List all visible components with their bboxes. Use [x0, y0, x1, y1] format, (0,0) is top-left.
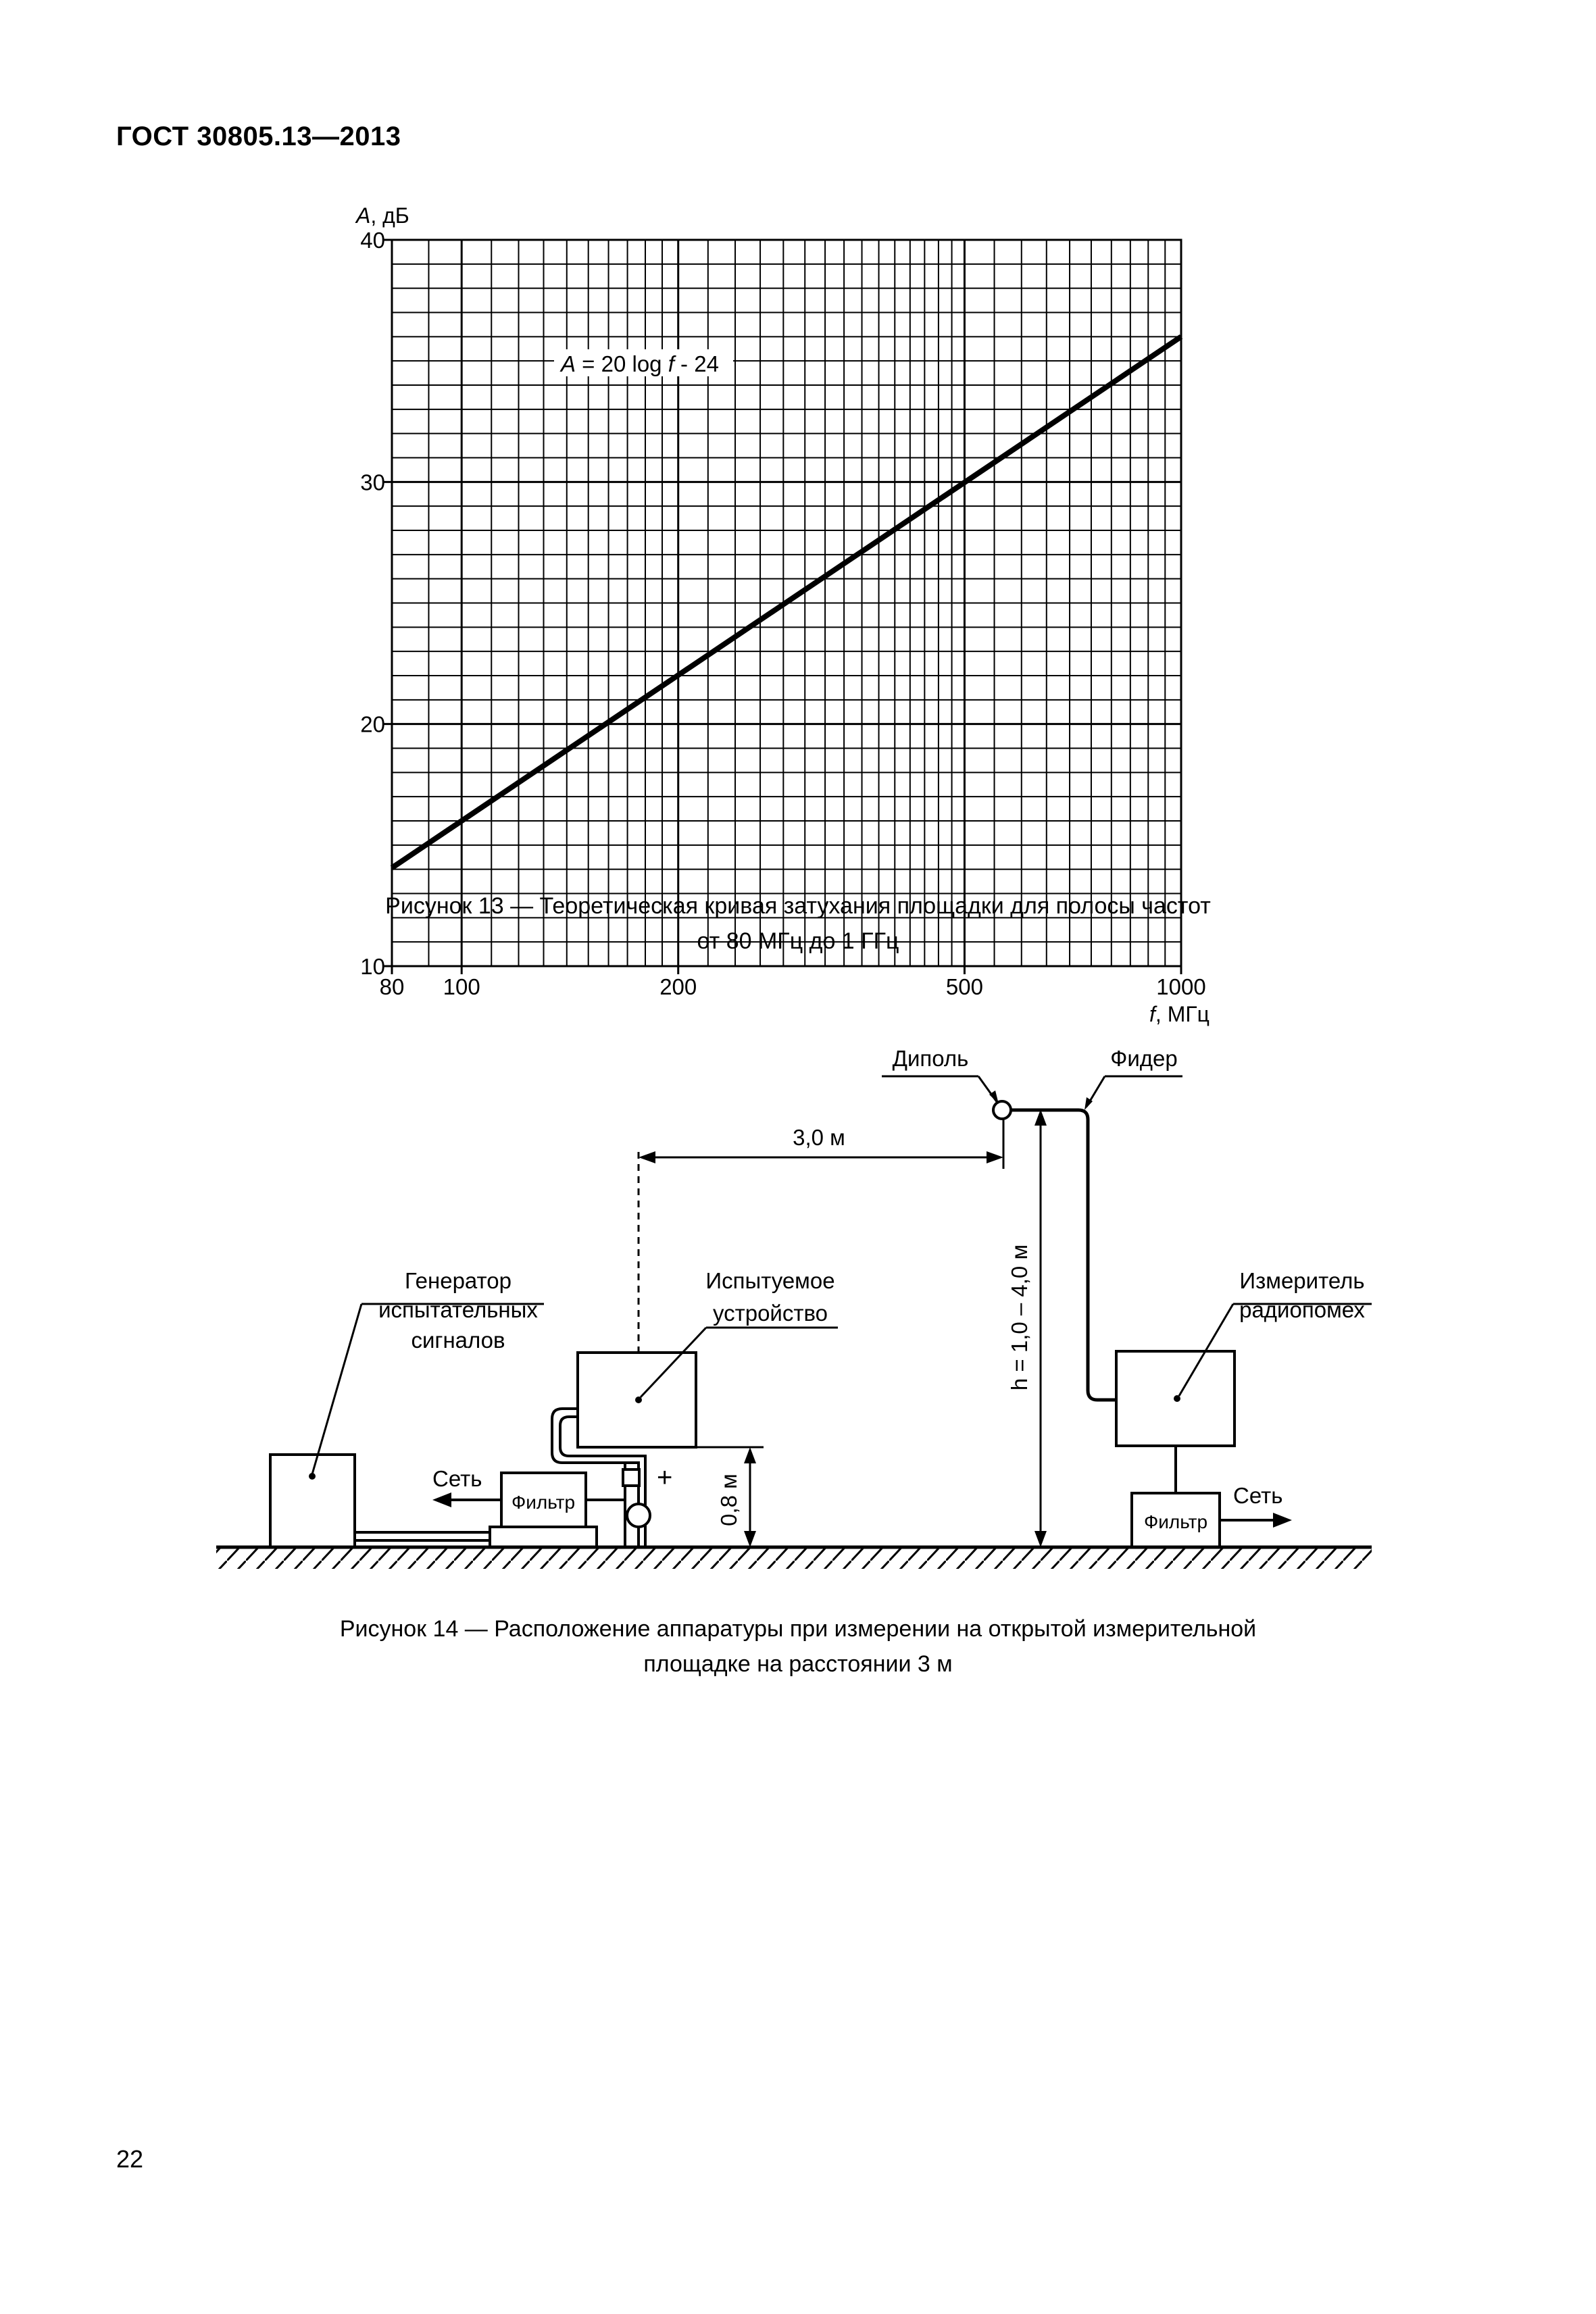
mains-right-arrowhead [1273, 1513, 1292, 1528]
distance-arrow-right [987, 1151, 1003, 1163]
plus-sign: + [657, 1463, 673, 1492]
x-tick-label: 100 [443, 974, 480, 999]
svg-text:Испытуемое: Испытуемое [705, 1268, 835, 1293]
table-height-arrow-bottom [744, 1531, 756, 1547]
x-tick-label: 80 [379, 974, 405, 999]
signal-generator-box [270, 1455, 355, 1547]
y-tick-label: 20 [360, 711, 385, 737]
distance-label: 3,0 м [793, 1125, 845, 1150]
table-height-label: 0,8 м [716, 1474, 741, 1526]
receiver-center-dot [1174, 1395, 1180, 1402]
test-setup-diagram [0, 1013, 1596, 1689]
mains-left-label: Сеть [432, 1466, 482, 1491]
table-height-arrow-top [744, 1447, 756, 1463]
svg-text:Измеритель: Измеритель [1239, 1268, 1365, 1293]
generator-label [378, 1268, 538, 1353]
support-platform [490, 1527, 597, 1547]
svg-text:сигналов: сигналов [411, 1328, 505, 1353]
figure14-caption-line1: Рисунок 14 — Расположение аппаратуры при измерении на открытой измерительной [339, 1616, 1257, 1642]
ground-plane [216, 1547, 1372, 1569]
height-range-label: h = 1,0 – 4,0 м [1007, 1244, 1032, 1391]
svg-text:испытательных: испытательных [378, 1297, 538, 1322]
eut-label [705, 1268, 834, 1326]
x-tick-label: 1000 [1156, 974, 1206, 999]
svg-text:A = 20 log f - 24: A = 20 log f - 24 [561, 351, 719, 376]
figure13-caption-line2: от 80 МГц до 1 ГГц [697, 928, 899, 954]
y-tick-label: 30 [360, 470, 385, 495]
mains-left-arrowhead [432, 1492, 451, 1507]
mains-right-label: Сеть [1233, 1483, 1283, 1508]
mast-arrow-top [1034, 1109, 1047, 1126]
y-tick-label: 40 [360, 228, 385, 253]
connector-square [623, 1469, 639, 1486]
svg-text:Генератор: Генератор [404, 1268, 512, 1293]
x-tick-label: 500 [945, 974, 983, 999]
generator-cable [355, 1532, 490, 1540]
svg-text:устройство: устройство [712, 1301, 828, 1326]
dipole-label: Диполь [892, 1046, 969, 1071]
document-header: ГОСТ 30805.13—2013 [116, 122, 401, 151]
eut-center-dot [635, 1397, 642, 1403]
y-tick-label: 10 [360, 954, 385, 979]
receiver-label [1239, 1268, 1365, 1322]
svg-text:радиопомех: радиопомех [1239, 1297, 1365, 1322]
cable-ferrite-ring [627, 1504, 650, 1527]
attenuation-curve [392, 336, 1181, 867]
mast-arrow-bottom [1034, 1531, 1047, 1547]
filter-left-label: Фильтр [511, 1492, 576, 1513]
figure13-caption-line1: Рисунок 13 — Теоретическая кривая затухания площадки для полосы частот [385, 893, 1211, 919]
dipole-antenna [993, 1101, 1011, 1119]
x-axis-label: f, МГц [1149, 1002, 1210, 1026]
filter-right-label: Фильтр [1143, 1511, 1208, 1532]
formula-annotation [554, 349, 733, 376]
page-number: 22 [116, 2145, 144, 2173]
figure14-caption-line2: площадке на расстоянии 3 м [643, 1651, 953, 1677]
feeder-label: Фидер [1110, 1046, 1178, 1071]
y-axis-label: A, дБ [356, 203, 409, 228]
distance-arrow-left [639, 1151, 655, 1163]
generator-leader [312, 1304, 361, 1474]
x-tick-label: 200 [659, 974, 697, 999]
